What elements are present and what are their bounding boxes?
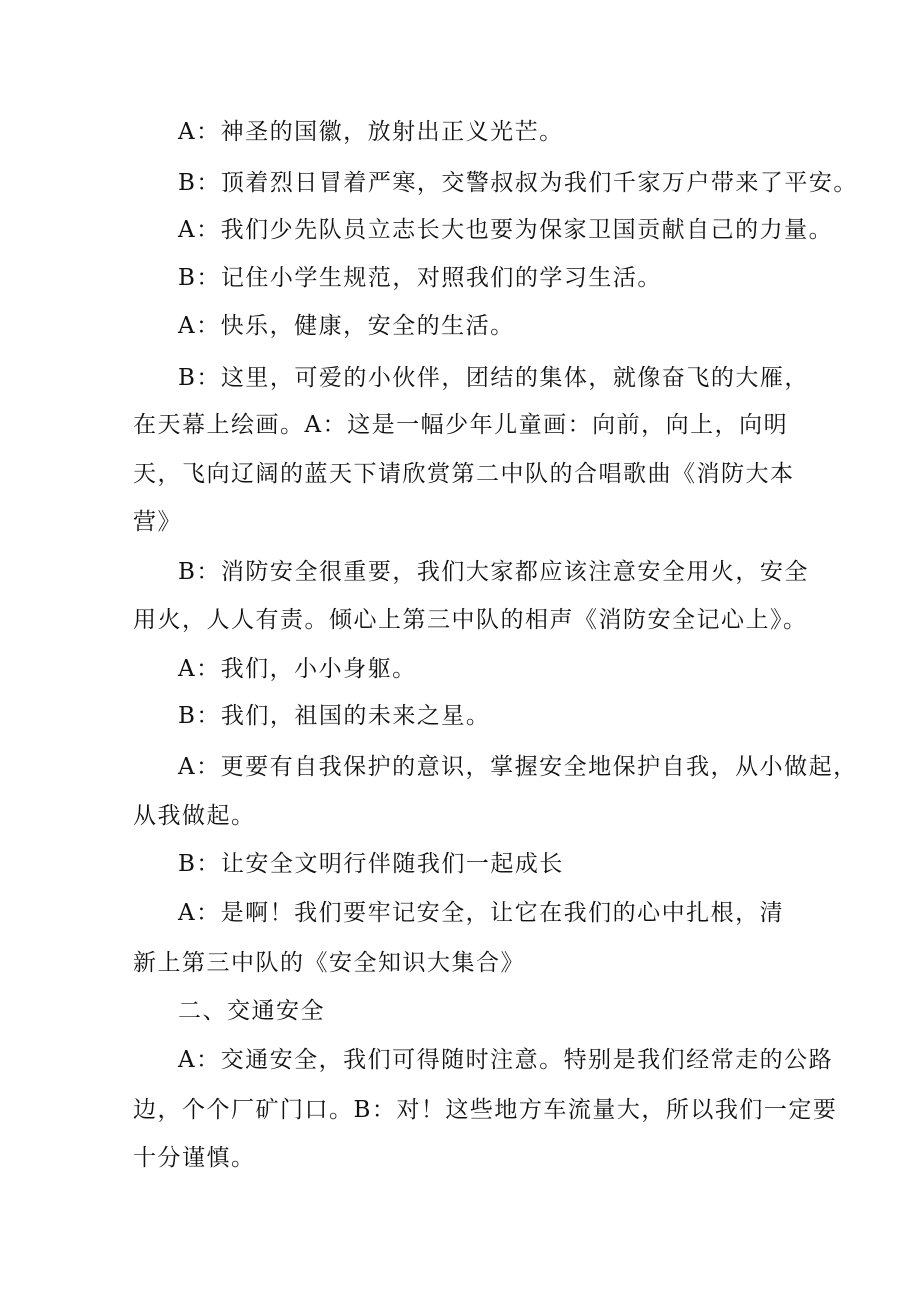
paragraph-line: A：神圣的国徽，放射出正义光芒。 — [178, 119, 564, 145]
paragraph-line: 在天幕上绘画。A：这是一幅少年儿童画：向前，向上，向明 — [133, 412, 789, 438]
paragraph-line: A：是啊！我们要牢记安全，让它在我们的心中扎根，清 — [178, 900, 785, 926]
paragraph-line: A：更要有自我保护的意识，掌握安全地保护自我，从小做起， — [178, 754, 858, 780]
paragraph-line: 边，个个厂矿门口。B：对！这些地方车流量大，所以我们一定要 — [133, 1097, 838, 1123]
paragraph-line: A：我们少先队员立志长大也要为保家卫国贡献自己的力量。 — [178, 217, 834, 243]
paragraph-line: A：交通安全，我们可得随时注意。特别是我们经常走的公路 — [178, 1047, 834, 1073]
paragraph-line: 十分谨慎。 — [133, 1145, 256, 1171]
paragraph-line: 营》 — [133, 509, 182, 535]
paragraph-line: B：这里，可爱的小伙伴，团结的集体，就像奋飞的大雁， — [178, 365, 809, 391]
paragraph-line: 用火，人人有责。倾心上第三中队的相声《消防安全记心上》。 — [133, 607, 808, 633]
paragraph-line: 新上第三中队的《安全知识大集合》 — [133, 950, 525, 976]
paragraph-line: 从我做起。 — [133, 803, 256, 829]
paragraph-line: B：记住小学生规范，对照我们的学习生活。 — [178, 265, 662, 291]
paragraph-line: A：我们，小小身躯。 — [178, 656, 417, 682]
section-heading: 二、交通安全 — [178, 998, 325, 1024]
paragraph-line: B：消防安全很重要，我们大家都应该注意安全用火，安全 — [178, 559, 809, 585]
paragraph-line: A：快乐，健康，安全的生活。 — [178, 313, 515, 339]
paragraph-line: B：让安全文明行伴随我们一起成长 — [178, 851, 564, 877]
paragraph-line: B：顶着烈日冒着严寒，交警叔叔为我们千家万户带来了平安。 — [178, 170, 858, 196]
paragraph-line: B：我们，祖国的未来之星。 — [178, 703, 491, 729]
paragraph-line: 天，飞向辽阔的蓝天下请欣赏第二中队的合唱歌曲《消防大本 — [133, 461, 795, 487]
